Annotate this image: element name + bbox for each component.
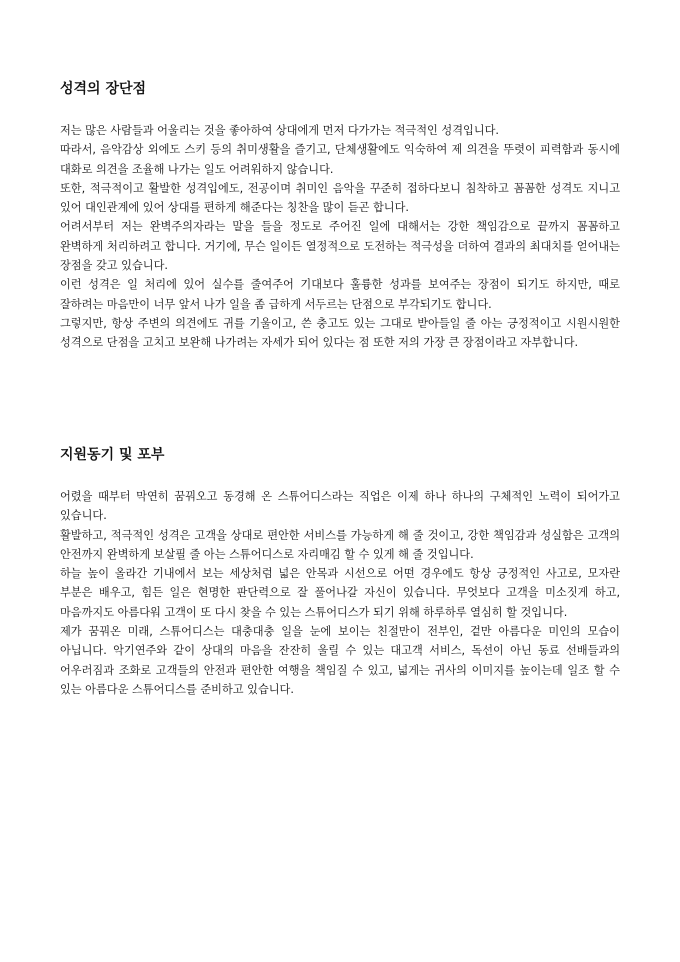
section-title-motivation: 지원동기 및 포부	[60, 447, 165, 463]
paragraph: 하늘 높이 올라간 기내에서 보는 세상처럼 넓은 안목과 시선으로 어떤 경우에도 항상 긍정적인 사고로, 모자란 부분은 배우고, 힘든 일은 현명한 판단력으로 잘 풀어나갈 자신이 있습니다. 무엇보다 고객을 미소짓게 하고, 마음까지도 아름다워 고객이 또 다시 찾을 수 있는 스튜어디스가 되기 위해 하루하루 열심히 할 것입니다.	[60, 567, 620, 619]
paragraph: 저는 많은 사람들과 어울리는 것을 좋아하여 상대에게 먼저 다가가는 적극적인 성격입니다.	[60, 124, 499, 137]
paragraph: 그렇지만, 항상 주변의 의견에도 귀를 기울이고, 쓴 충고도 있는 그대로 받아들일 줄 아는 긍정적이고 시원시원한 성격으로 단점을 고치고 보완해 나가려는 자세가 되어 있다는 점 또한 저의 가장 큰 장점이라고 자부합니다.	[60, 316, 620, 350]
paragraph: 이런 성격은 일 처리에 있어 실수를 줄여주어 기대보다 훌륭한 성과를 보여주는 장점이 되기도 하지만, 때로 잘하려는 마음만이 너무 앞서 나가 일을 좀 급하게 서두르는 단점으로 부각되기도 합니다.	[60, 278, 620, 311]
paragraph: 활발하고, 적극적인 성격은 고객을 상대로 편안한 서비스를 가능하게 해 줄 것이고, 강한 책임감과 성실함은 고객의 안전까지 완벽하게 보살필 줄 아는 스튜어디스로 자리매김 할 수 있게 해 줄 것입니다.	[60, 528, 620, 561]
paragraph: 제가 꿈꿔온 미래, 스튜어디스는 대충대충 일을 눈에 보이는 친절만이 전부인, 겉만 아름다운 미인의 모습이 아닙니다. 악기연주와 같이 상대의 마음을 잔잔히 울릴 수 있는 대고객 서비스, 독선이 아닌 동료 선배들과의 어우러짐과 조화로 고객들의 안전과 편안한 여행을 책임질 수 있고, 넓게는 귀사의 이미지를 높이는데 일조 할 수 있는 아름다운 스튜어디스를 준비하고 있습니다.	[60, 625, 620, 696]
section-body-motivation	[60, 487, 620, 699]
paragraph: 어려서부터 저는 완벽주의자라는 말을 들을 정도로 주어진 일에 대해서는 강한 책임감으로 끝까지 꼼꼼하고 완벽하게 처리하려고 합니다. 거기에, 무슨 일이든 열정적으로 도전하는 적극성을 더하여 결과의 최대치를 얻어내는 장점을 갖고 있습니다.	[60, 220, 620, 273]
paragraph: 어렸을 때부터 막연히 꿈꿔오고 동경해 온 스튜어디스라는 직업은 이제 하나 하나의 구체적인 노력이 되어가고 있습니다.	[60, 490, 620, 523]
section-title-personality: 성격의 장단점	[60, 81, 147, 97]
paragraph: 따라서, 음악감상 외에도 스키 등의 취미생활을 즐기고, 단체생활에도 익숙하여 제 의견을 뚜렷이 피력함과 동시에 대화로 의견을 조율해 나가는 일도 어려워하지 않습니다.	[60, 143, 620, 176]
paragraph: 또한, 적극적이고 활발한 성격입에도, 전공이며 취미인 음악을 꾸준히 접하다보니 침착하고 꼼꼼한 성격도 지니고 있어 대인관계에 있어 상대를 편하게 해준다는 칭찬을 많이 듣곤 합니다.	[60, 181, 620, 215]
section-body-personality	[60, 121, 620, 353]
